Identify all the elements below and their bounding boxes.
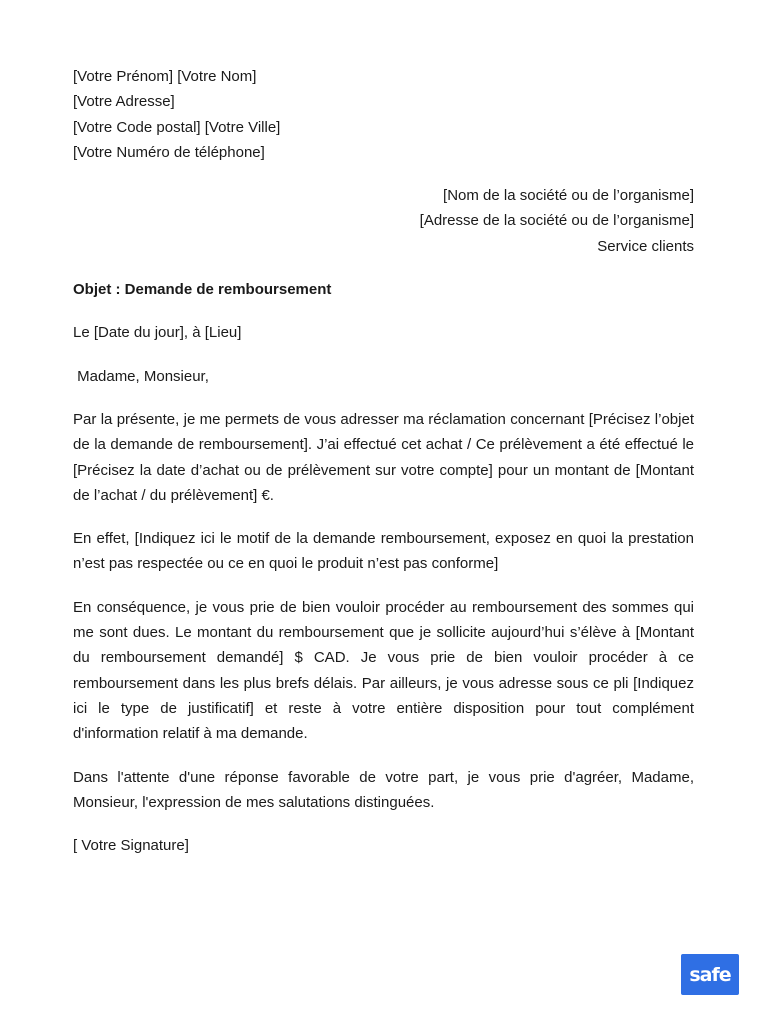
recipient-department: Service clients xyxy=(597,237,694,255)
sender-name: [Votre Prénom] [Votre Nom] xyxy=(73,68,257,85)
letter-page xyxy=(73,64,694,858)
recipient-address: [Adresse de la société ou de l’organisme] xyxy=(419,212,694,230)
paragraph-reason: En effet, [Indiquez ici le motif de la demande remboursement, exposez en quoi la prestation n’est pas respectée ou ce en quoi le produit n’est pas conforme] xyxy=(73,530,694,573)
letter-subject: Objet : Demande de remboursement xyxy=(73,281,332,299)
sender-phone: [Votre Numéro de téléphone] xyxy=(73,143,265,161)
recipient-name: [Nom de la société ou de l’organisme] xyxy=(443,187,694,205)
paragraph-claim: Par la présente, je me permets de vous adresser ma réclamation concernant [Précisez l’objet de la demande de remboursement]. J’ai effectué cet achat / Ce prélèvement a été effectué le [Précisez la date d’achat ou de prélèvement sur votre compte] pour un montant de [Montant de l’achat / du prélèvement] €. xyxy=(73,410,694,504)
date-line: Le [Date du jour], à [Lieu] xyxy=(73,324,242,342)
salutation: Madame, Monsieur, xyxy=(73,367,209,385)
sender-address: [Votre Adresse] xyxy=(73,93,175,111)
safe-logo-label: safe xyxy=(689,963,731,986)
safe-logo-badge[interactable] xyxy=(681,954,739,995)
sender-block xyxy=(73,64,694,165)
sender-city: [Votre Code postal] [Votre Ville] xyxy=(73,118,281,136)
signature: [ Votre Signature] xyxy=(73,837,189,855)
paragraph-request: En conséquence, je vous prie de bien vouloir procéder au remboursement des sommes qui me sont dues. Le montant du remboursement que je sollicite aujourd’hui s’élève à [Montant du remboursement demandé] $ CAD. Je vous prie de bien vouloir procéder à ce remboursement dans les plus brefs délais. Par ailleurs, je vous adresse sous ce pli [Indiquez ici le type de justificatif] et reste à votre entière disposition pour tout complément d'information relatif à ma demande. xyxy=(73,598,694,743)
paragraph-closing: Dans l'attente d'une réponse favorable de votre part, je vous prie d'agréer, Madame, Monsieur, l'expression de mes salutations distinguées. xyxy=(73,768,694,811)
recipient-block xyxy=(73,183,694,259)
